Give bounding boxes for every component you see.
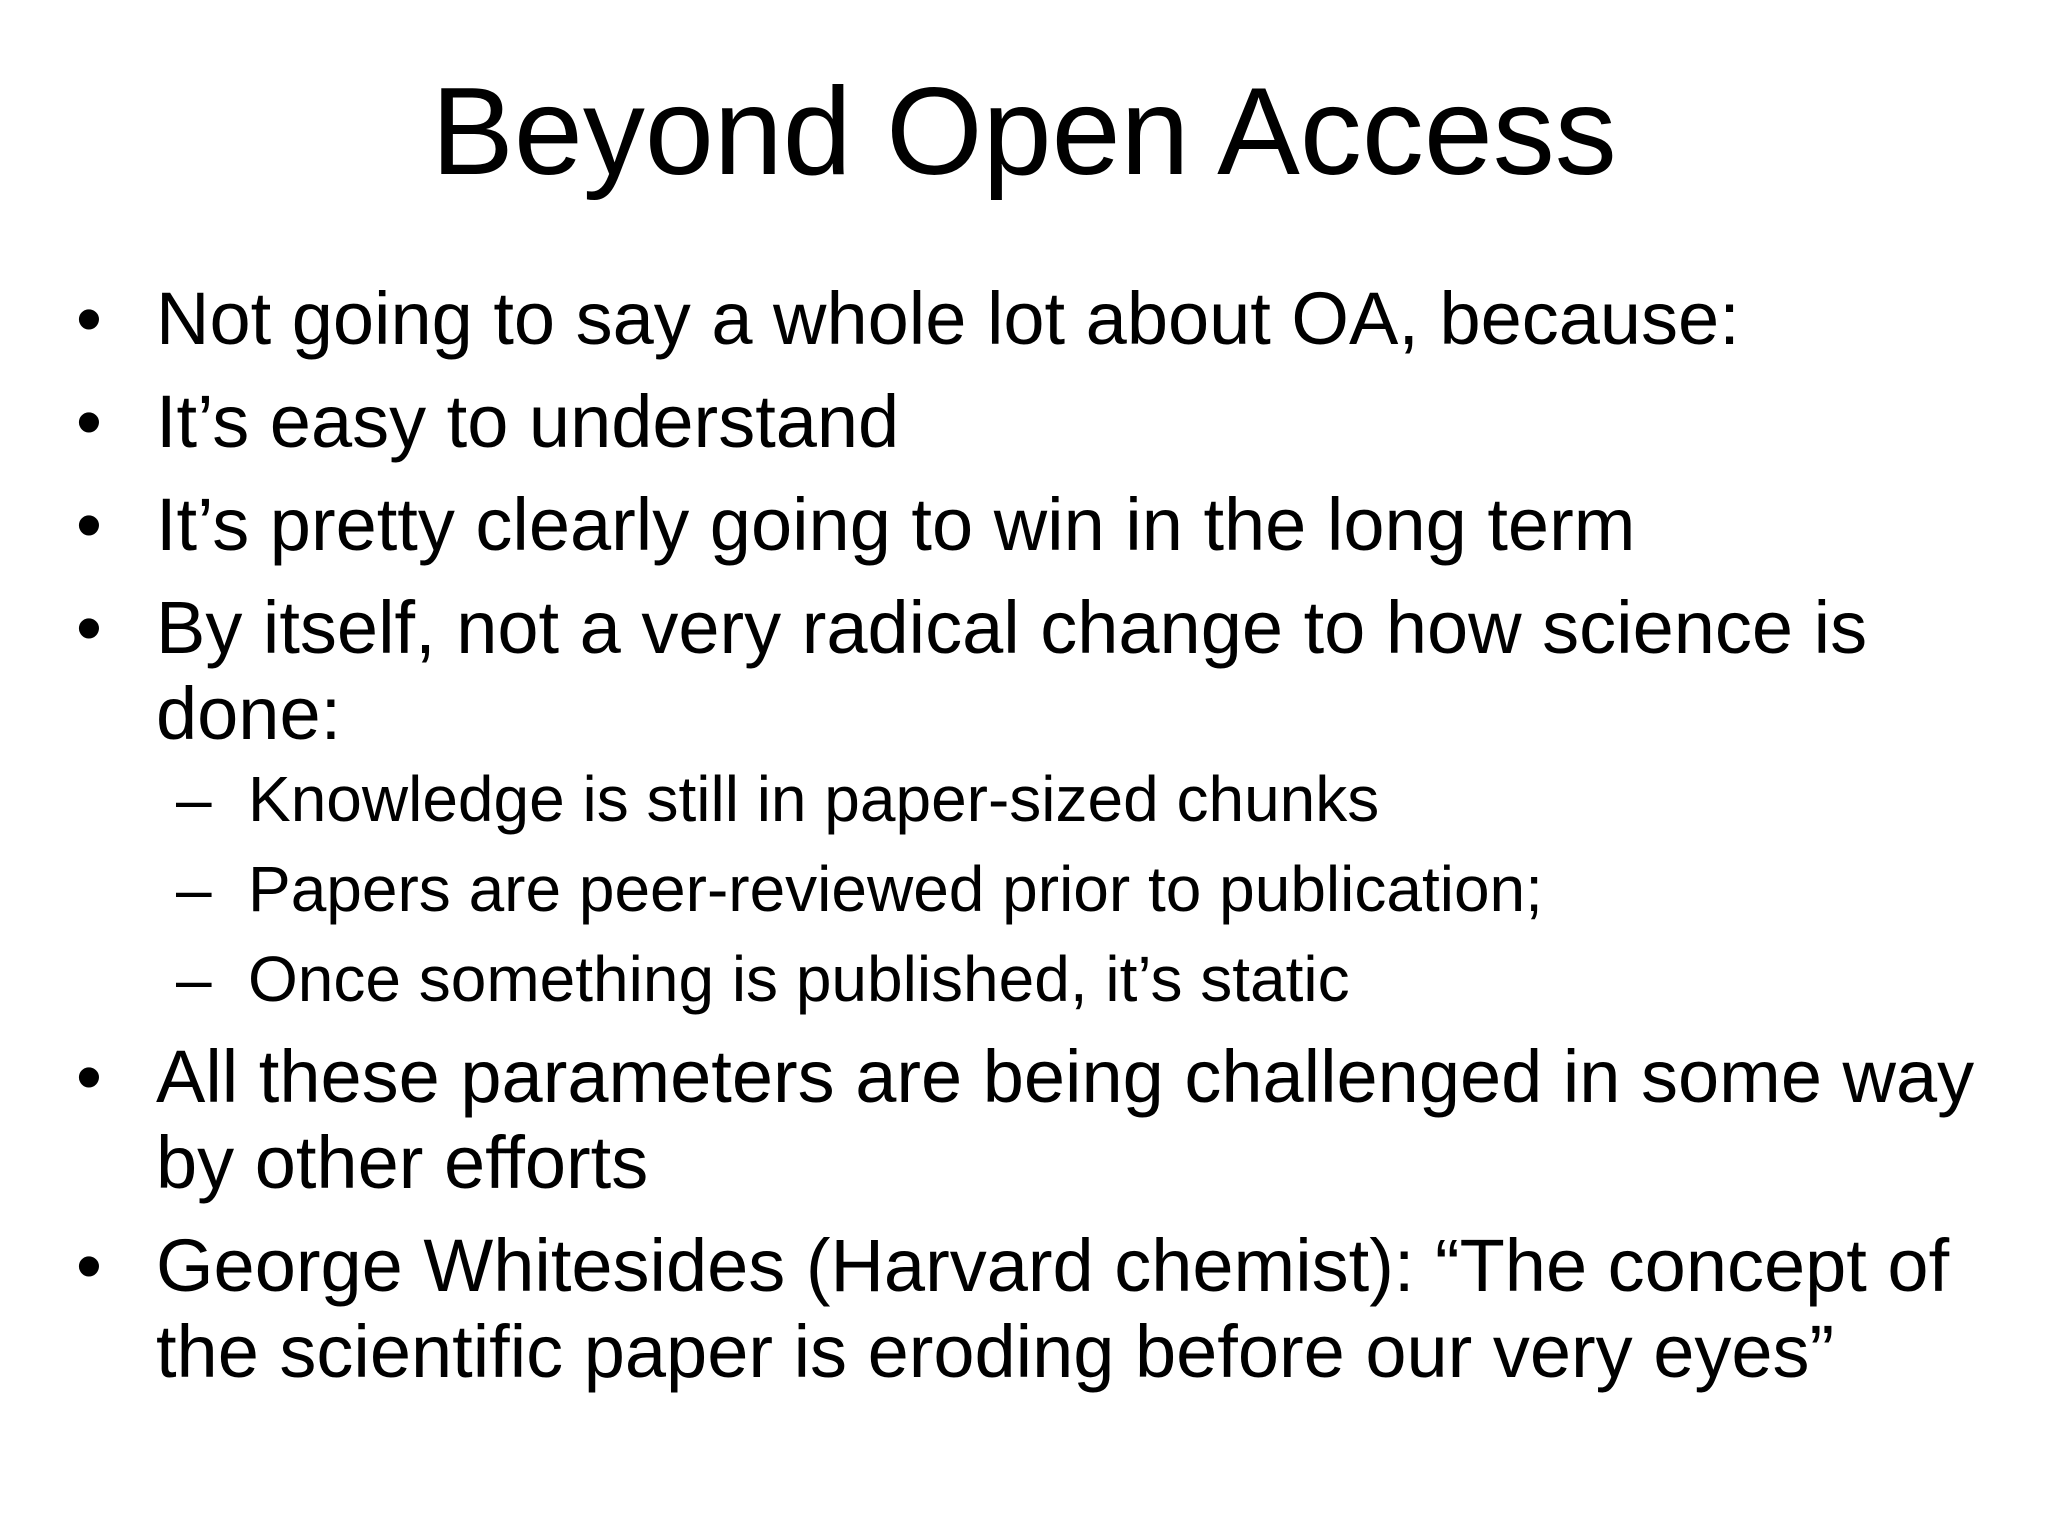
bullet-item [0,276,2048,362]
bullet-text: All these parameters are being challenged in some way by other efforts [156,1035,1975,1204]
bullet-dot-icon: • [76,1224,102,1307]
bullet-text: Not going to say a whole lot about OA, because: [156,277,1740,360]
bullet-item [0,379,2048,465]
bullet-item [0,1223,2048,1395]
dash-icon: – [176,853,212,925]
sub-bullet-text: Once something is published, it’s static [248,943,1350,1015]
bullet-item [0,585,2048,1017]
bullet-dot-icon: • [76,483,102,566]
dash-icon: – [176,763,212,835]
bullet-dot-icon: • [76,380,102,463]
sub-bullet-item [156,761,2008,837]
bullet-text: It’s pretty clearly going to win in the long term [156,483,1636,566]
sub-bullet-text: Knowledge is still in paper-sized chunks [248,763,1380,835]
sub-bullet-list [156,761,2008,1017]
bullet-item [0,482,2048,568]
dash-icon: – [176,943,212,1015]
sub-bullet-item [156,851,2008,927]
bullet-list [0,276,2048,1412]
bullet-dot-icon: • [76,277,102,360]
bullet-dot-icon: • [76,586,102,669]
bullet-text: By itself, not a very radical change to how science is done: [156,586,1868,755]
bullet-item [0,1034,2048,1206]
sub-bullet-item [156,941,2008,1017]
sub-bullet-text: Papers are peer-reviewed prior to publication; [248,853,1543,925]
bullet-text: George Whitesides (Harvard chemist): “The concept of the scientific paper is eroding before our very eyes” [156,1224,1950,1393]
slide-title: Beyond Open Access [431,63,1617,201]
bullet-text: It’s easy to understand [156,380,900,463]
bullet-dot-icon: • [76,1035,102,1118]
